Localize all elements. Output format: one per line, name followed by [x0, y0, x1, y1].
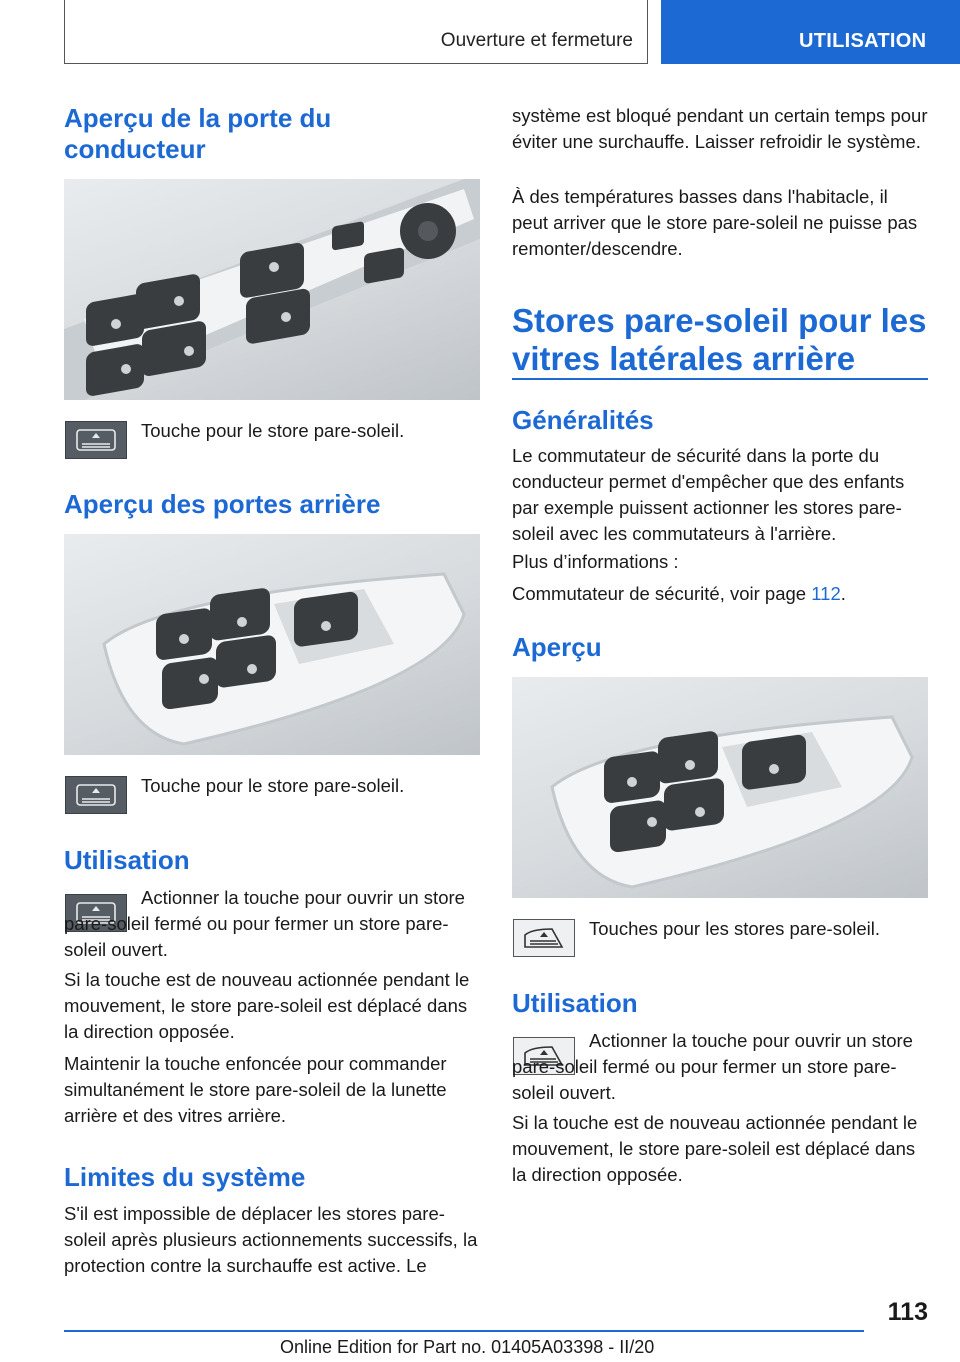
footer-rule	[64, 1330, 864, 1332]
heading-general: Généralités	[512, 405, 654, 435]
limits-continued-paragraph-2: À des températures basses dans l'habitacle, il peut arriver que le store pare-soleil ne puisse pas remonter/descendre.	[512, 186, 918, 259]
sunblind-button-icon	[65, 421, 127, 459]
caption-driver-button: Touche pour le store pare-soleil.	[141, 420, 405, 441]
heading-overview: Aperçu	[512, 632, 602, 662]
main-heading-sunblinds: Stores pare-soleil pour les vitres latérales arrière	[512, 302, 927, 377]
main-heading-rule	[512, 378, 928, 380]
usage-left-paragraph-2: Si la touche est de nouveau actionnée pendant le mouvement, le store pare-soleil est déplacé dans la direction opposée.	[64, 969, 470, 1042]
header-section-box	[64, 0, 648, 64]
overview-switches-photo	[512, 677, 928, 898]
driver-door-switches-illustration	[64, 179, 480, 400]
heading-usage-right: Utilisation	[512, 988, 638, 1018]
general-paragraph-1: Le commutateur de sécurité dans la porte du conducteur permet d'empêcher que des enfants par exemple puissent actionner les stores pare-soleil avec les commutateurs à l'arrière.	[512, 445, 905, 544]
limits-continued-paragraph-1: système est bloqué pendant un certain temps pour éviter une surchauffe. Laisser refroidir le système.	[512, 105, 928, 152]
usage-right-paragraph-1: Actionner la touche pour ouvrir un store pare-soleil fermé ou pour fermer un store pare-soleil ouvert.	[512, 1030, 913, 1103]
page-reference-suffix: .	[840, 583, 846, 604]
sunblind-icon	[76, 429, 116, 451]
page-number: 113	[887, 1298, 928, 1326]
edition-line: Online Edition for Part no. 01405A03398 - II/20	[280, 1337, 655, 1357]
usage-right-paragraph-2: Si la touche est de nouveau actionnée pendant le mouvement, le store pare-soleil est déplacé dans la direction opposée.	[512, 1112, 918, 1185]
overview-switches-illustration	[512, 677, 928, 898]
sunblind-icon	[76, 784, 116, 806]
header-chapter-tab	[661, 0, 960, 64]
heading-driver-door: Aperçu de la porte du conducteur	[64, 103, 332, 164]
rear-door-switches-photo	[64, 534, 480, 755]
page-reference-prefix: Commutateur de sécurité, voir page	[512, 583, 812, 604]
sunblind-button-icon-2	[65, 776, 127, 814]
usage-left-paragraph-3: Maintenir la touche enfoncée pour commander simultanément le store pare-soleil de la lunette arrière et des vitres arrière.	[64, 1053, 447, 1126]
usage-left-paragraph-1: Actionner la touche pour ouvrir un store pare-soleil fermé ou pour fermer un store pare-soleil ouvert.	[64, 887, 465, 960]
general-paragraph-3	[512, 581, 928, 607]
heading-system-limits: Limites du système	[64, 1162, 306, 1192]
rear-door-switches-illustration	[64, 534, 480, 755]
heading-rear-doors: Aperçu des portes arrière	[64, 489, 381, 519]
side-window-sunblind-icon	[522, 926, 566, 950]
chapter-title: UTILISATION	[799, 30, 927, 52]
limits-paragraph-1: S'il est impossible de déplacer les stores pare-soleil après plusieurs actionnements successifs, la protection contre la surchauffe est active. Le	[64, 1203, 478, 1276]
heading-usage-left: Utilisation	[64, 845, 190, 875]
section-title: Ouverture et fermeture	[440, 30, 633, 51]
page-reference-link[interactable]: 112	[811, 583, 841, 604]
sunblinds-buttons-icon	[513, 919, 575, 957]
caption-overview-buttons: Touches pour les stores pare-soleil.	[589, 918, 881, 939]
caption-rear-button: Touche pour le store pare-soleil.	[141, 775, 405, 796]
general-paragraph-2: Plus d’informations :	[512, 551, 679, 572]
driver-door-switches-photo	[64, 179, 480, 400]
